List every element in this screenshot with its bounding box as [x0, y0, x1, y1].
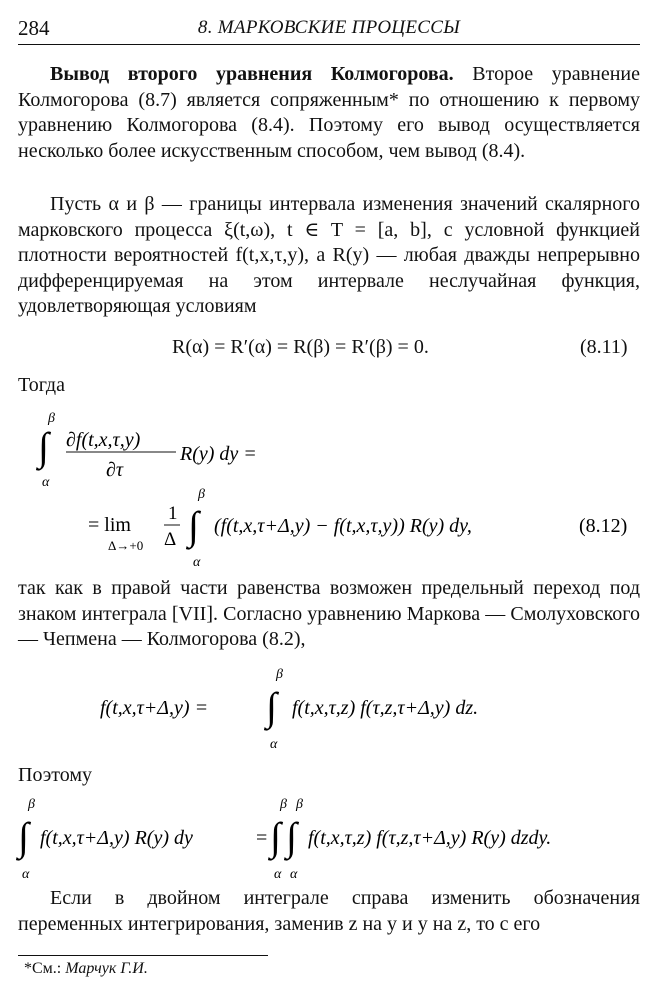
delta-denominator: Δ: [164, 529, 177, 550]
paragraph-3: так как в правой части равенства возможен предельный переход под знаком интеграла [VII]. Согласно уравнению Маркова — Смолуховского — Чепмена — Колмогорова (8.2),: [18, 577, 640, 650]
running-header: [18, 16, 640, 45]
di-right-lower-1: α: [274, 867, 282, 882]
ry-dy: R(y) dy =: [180, 443, 257, 465]
word-togda: Тогда: [18, 374, 65, 396]
partial-tau-denominator: ∂τ: [106, 459, 124, 481]
equation-number-8-12: (8.12): [579, 515, 628, 537]
equation-number-8-11: (8.11): [580, 336, 628, 358]
ck-integrand: f(t,x,τ,z) f(τ,z,τ+Δ,y) dz.: [292, 697, 479, 719]
di-right-integral-2: ∫: [286, 814, 297, 859]
di-right-lower-2: α: [290, 867, 298, 882]
paragraph-1-text: Второе уравнение Колмогорова (8.7) является сопряженным* по отношению к первому уравнению Колмогорова (8.4). Поэтому его вывод осуществляется несколько более искусственным способом, чем вывод (8.4).: [18, 63, 640, 162]
di-left-integral: ∫: [18, 814, 29, 859]
one-numerator: 1: [168, 503, 178, 524]
di-right-integrand: f(t,x,τ,z) f(τ,z,τ+Δ,y) R(y) dzdy.: [308, 827, 552, 849]
ck-lower-limit: α: [270, 737, 278, 752]
di-equals: =: [256, 827, 268, 849]
di-left-upper: β: [28, 797, 35, 812]
paragraph-1: [18, 62, 640, 164]
integral2-lower-limit: α: [193, 555, 201, 570]
ck-integral-sign: ∫: [266, 684, 277, 729]
paragraph-2: Пусть α и β — границы интервала изменения значений скалярного марковского процесса ξ(t,ω), t ∈ T = [a, b], с условной функцией плотности вероятностей f(t,x,τ,y), а R(y) — любая дважды непрерывно дифференцируемая на этом интервале неслучайная функция, удовлетворяющая условиям: [18, 193, 640, 317]
di-left-lower: α: [22, 867, 30, 882]
equation-chapman-kolmogorov: [0, 664, 661, 754]
di-right-upper-2: β: [296, 797, 303, 812]
paragraph-4: Если в двойном интеграле справа изменить обозначения переменных интегрирования, заменив z на y и y на z, то с его: [18, 887, 640, 935]
running-title: 8. МАРКОВСКИЕ ПРОЦЕССЫ: [197, 17, 461, 38]
difference-integrand: (f(t,x,τ+Δ,y) − f(t,x,τ,y)) R(y) dy,: [214, 515, 472, 537]
integral-sign: ∫: [38, 424, 49, 469]
section-heading: Вывод второго уравнения Колмогорова.: [50, 63, 454, 85]
word-poetomu: Поэтому: [18, 764, 93, 786]
equation-8-11: [172, 336, 429, 359]
footnote-author: Марчук Г.И.: [65, 960, 148, 977]
ck-upper-limit: β: [276, 667, 283, 682]
lim-subscript: Δ→+0: [108, 538, 144, 553]
di-left-integrand: f(t,x,τ+Δ,y) R(y) dy: [40, 827, 193, 849]
equation-8-12: [0, 400, 661, 580]
integral-lower-limit: α: [42, 475, 50, 490]
di-right-upper-1: β: [280, 797, 287, 812]
footnote-rule: [18, 955, 268, 956]
integral-upper-limit: β: [48, 411, 55, 426]
equation-double-integral: [0, 792, 661, 886]
footnote-prefix: *См.:: [24, 960, 62, 977]
ck-lhs: f(t,x,τ+Δ,y) =: [100, 697, 209, 719]
integral2-sign: ∫: [188, 503, 199, 548]
di-right-integral-1: ∫: [270, 814, 281, 859]
footnote: [24, 960, 148, 978]
equals-lim: = lim: [88, 514, 131, 536]
partial-f-numerator: ∂f(t,x,τ,y): [66, 429, 141, 451]
equation-8-11-text: R(α) = R′(α) = R(β) = R′(β) = 0.: [172, 336, 429, 358]
page-number: 284: [18, 16, 50, 40]
integral2-upper-limit: β: [198, 487, 205, 502]
